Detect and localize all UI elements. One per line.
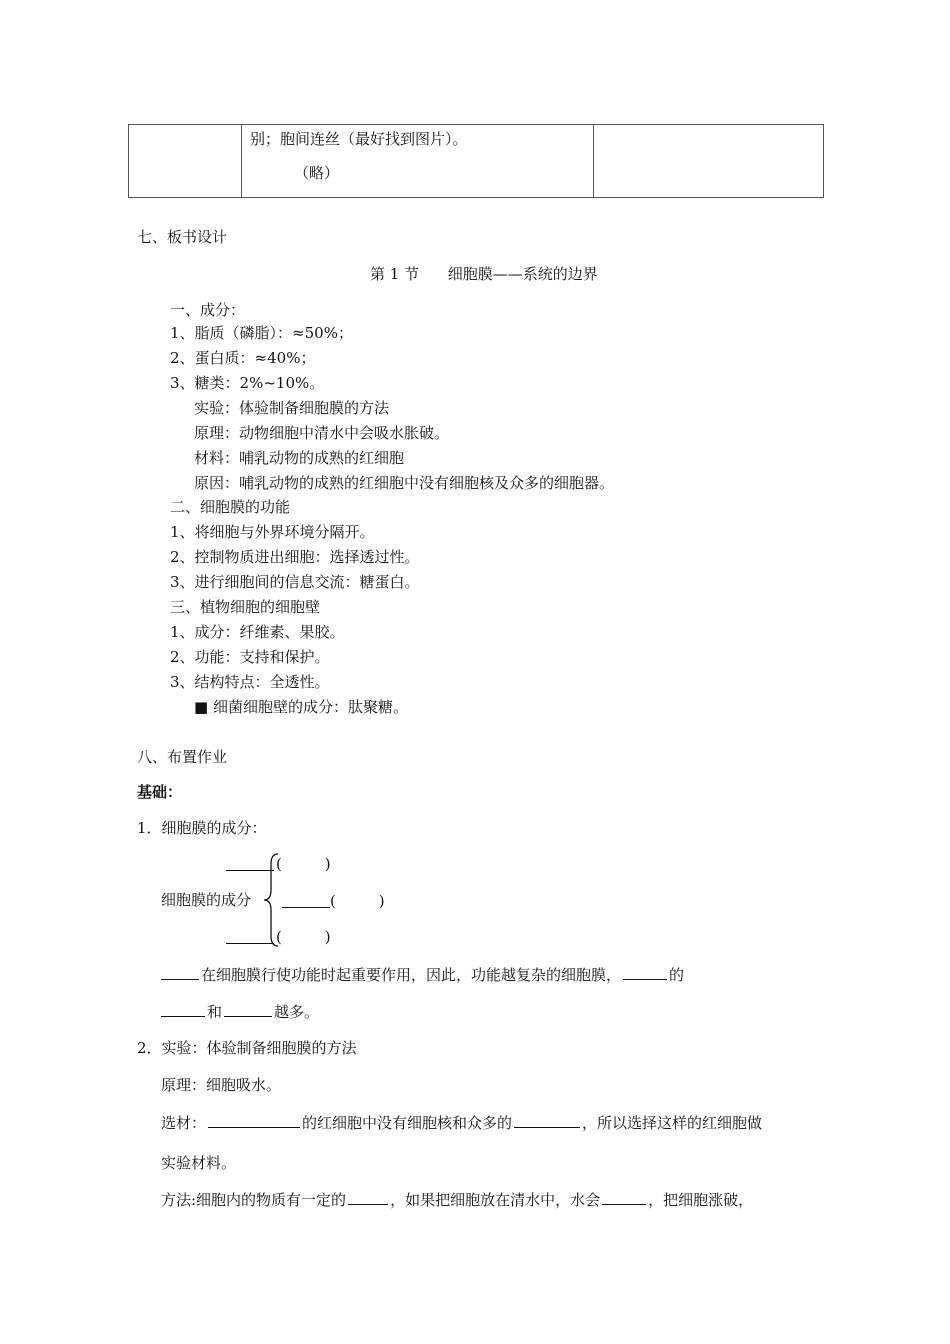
question-2-material xyxy=(161,1112,762,1133)
sentence-text: 越多。 xyxy=(274,1003,320,1021)
blackboard-title: 第 1 节 细胞膜——系统的边界 xyxy=(370,265,598,283)
outline-line: 2、蛋白质：≈40%； xyxy=(170,349,316,367)
outline-line: 二、细胞膜的功能 xyxy=(170,498,291,516)
table-divider-2 xyxy=(593,124,594,198)
basic-label: 基础： xyxy=(137,784,183,801)
sentence-text: 和 xyxy=(207,1003,223,1021)
answer-parentheses: ( ) xyxy=(330,892,385,910)
outline-line: 1、脂质（磷脂）：≈50%； xyxy=(170,324,353,342)
table-divider-1 xyxy=(241,124,242,198)
answer-blank[interactable] xyxy=(224,1001,272,1017)
answer-blank[interactable] xyxy=(602,1189,646,1205)
table-bottom-border xyxy=(128,197,824,198)
table-left-border xyxy=(128,124,129,198)
answer-blank[interactable] xyxy=(161,964,199,980)
question-2-method xyxy=(161,1189,753,1210)
sentence-text: 在细胞膜行使功能时起重要作用，因此，功能越复杂的细胞膜， xyxy=(201,966,622,984)
answer-blank[interactable] xyxy=(226,855,274,871)
sentence-text: ，如果把细胞放在清水中，水会 xyxy=(390,1191,601,1209)
sentence-text: 的红细胞中没有细胞核和众多的 xyxy=(302,1114,513,1132)
answer-blank[interactable] xyxy=(348,1189,388,1205)
outline-line: 材料：哺乳动物的成熟的红细胞 xyxy=(194,449,405,467)
answer-parentheses: ( ) xyxy=(276,928,331,946)
question-2-principle: 原理：细胞吸水。 xyxy=(161,1076,282,1094)
sentence-text: ，把细胞涨破， xyxy=(648,1191,754,1209)
answer-parentheses: ( ) xyxy=(276,855,331,873)
outline-line: 1、将细胞与外界环境分隔开。 xyxy=(170,523,375,541)
answer-blank[interactable] xyxy=(623,964,667,980)
outline-line: 3、糖类：2%~10%。 xyxy=(170,374,325,392)
answer-blank[interactable] xyxy=(282,892,330,908)
outline-line: 原因：哺乳动物的成熟的红细胞中没有细胞核及众多的细胞器。 xyxy=(194,474,615,492)
table-cell-text-1: 别；胞间连丝（最好找到图片）。 xyxy=(250,130,468,148)
answer-blank[interactable] xyxy=(226,928,274,944)
table-right-border xyxy=(823,124,824,198)
outline-line: 实验：体验制备细胞膜的方法 xyxy=(194,399,390,417)
answer-blank[interactable] xyxy=(161,1001,205,1017)
question-2-label: 2．实验：体验制备细胞膜的方法 xyxy=(137,1039,357,1057)
section-7-heading: 七、板书设计 xyxy=(137,228,228,246)
outline-line: 三、植物细胞的细胞壁 xyxy=(170,598,321,616)
sentence-text: 的 xyxy=(669,966,685,984)
outline-line: 原理：动物细胞中清水中会吸水胀破。 xyxy=(194,424,450,442)
question-1-sentence-2 xyxy=(161,1001,319,1022)
outline-line: 1、成分：纤维素、果胶。 xyxy=(170,623,345,641)
sentence-text: 方法:细胞内的物质有一定的 xyxy=(161,1191,347,1209)
sentence-text: ，所以选择这样的红细胞做 xyxy=(582,1114,763,1132)
question-1-label: 1．细胞膜的成分： xyxy=(137,819,267,837)
section-8-heading: 八、布置作业 xyxy=(137,748,228,766)
answer-blank[interactable] xyxy=(514,1112,580,1128)
brace-label: 细胞膜的成分 xyxy=(161,891,252,909)
outline-line: 3、进行细胞间的信息交流：糖蛋白。 xyxy=(170,573,420,591)
table-top-border xyxy=(128,124,824,125)
question-2-material-line-2: 实验材料。 xyxy=(161,1154,237,1172)
sentence-text: 选材： xyxy=(161,1114,207,1132)
outline-line: 2、功能：支持和保护。 xyxy=(170,648,330,666)
question-1-sentence-1 xyxy=(161,964,684,985)
answer-blank[interactable] xyxy=(208,1112,300,1128)
table-cell-text-2: （略） xyxy=(294,164,340,182)
outline-line: ■ 细菌细胞壁的成分：肽聚糖。 xyxy=(194,698,408,716)
outline-line: 2、控制物质进出细胞：选择透过性。 xyxy=(170,548,420,566)
outline-line: 一、成分： xyxy=(170,301,246,319)
outline-line: 3、结构特点：全透性。 xyxy=(170,673,330,691)
